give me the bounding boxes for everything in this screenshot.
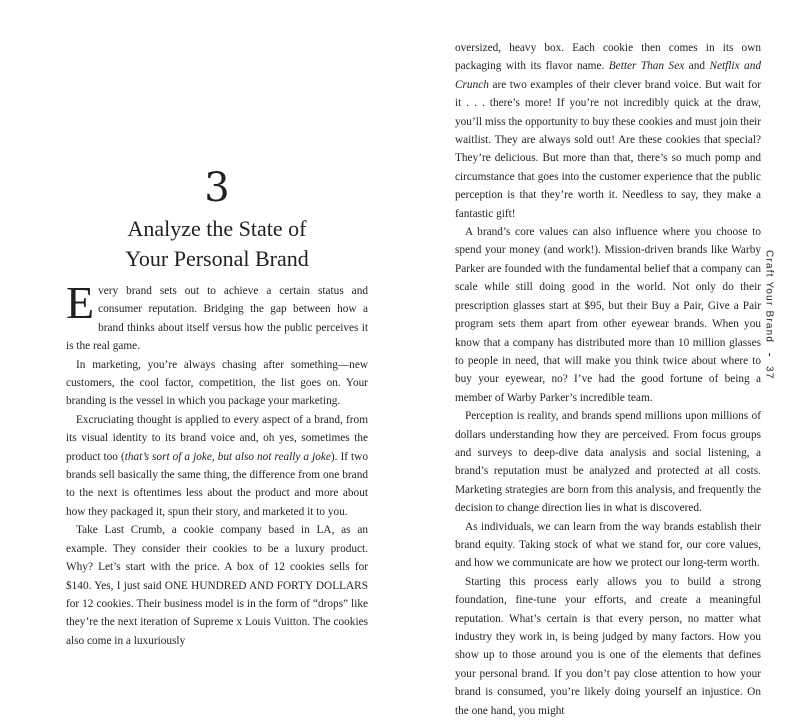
left-body-text [66,277,368,650]
paragraph-1-text: very brand sets out to achieve a certain status and consumer reputation. Bridging the gap between how a brand thinks about itself versus how the public perceives it is the real game. [66,285,368,353]
running-head [762,250,776,380]
paragraph-continued-a: oversized, heavy box. Each cookie then comes in its own packaging with its flavor name. [455,42,761,73]
paragraph-3 [66,411,368,521]
cookie-name-1: Better Than Sex [608,60,685,73]
running-head-title: Craft Your Brand [763,250,775,344]
chapter-title-line-1: Analyze the State of [127,216,307,241]
cookie-name-2: Netflix and Crunch [455,60,761,91]
paragraph-4: Take Last Crumb, a cookie company based in LA, as an example. They consider their cookies to be a luxury product. Why? Let’s start with the price. A box of 12 cookies sells for $140. Yes, I just said ONE HUNDRED AND FORTY DOLLARS for 12 cookies. Their business model is in the form of “drops” like they’re the next iteration of Supreme x Louis Vuitton. The cookies also come in a luxuriously [66,524,368,647]
paragraph-individuals: As individuals, we can learn from the way brands establish their brand equity. Taking stock of what we stand for, our core values, and how we communicate are how we protect our long-term worth. [455,520,761,570]
right-body-text [455,39,761,720]
paragraph-core-values: A brand’s core values can also influence where you choose to spend your money (and work!). Mission-driven brands like Warby Parker are founded with the fundamental belief that a company can scale while still doing good in the world. Not only do their prescription glasses start at $95, but their Buy a Pair, Give a Pair program sets them apart from other eyewear brands. When you know that a company has distributed more than 10 million glasses to people in need, that will make you think twice about where to buy your eyewear, no? I’ve had the good fortune of being a member of Warby Parker’s incredible team. [455,226,761,404]
drop-cap: E [66,277,95,328]
left-page [0,0,400,647]
paragraph-starting: Starting this process early allows you to build a strong foundation, fine-tune your efforts, and create a meaningful reputation. What’s certain is that every person, no matter what industry they work in, is being judged by many factors. How you show up to those around you is one of the elements that defines your personal brand. If you don’t pay close attention to how your brand is consumed, you’re likely doing yourself an injustice. On the one hand, you might [455,575,761,717]
paragraph-continued-c: are two examples of their clever brand voice. But wait for it . . . there’s more! If you’re not incredibly quick at the draw, you’ll miss the opportunity to buy these cookies and must join their waitlist. They are always sold out! Are these cookies that special? They’re delicious. But more than that, there’s so much pomp and circumstance that goes into the customer experience that the public perception is that they’re worth it. Needless to say, they make a fantastic gift! [455,78,761,220]
paragraph-3-text-a: Excruciating thought is applied to every aspect of a brand, from its visual identity to its brand voice and, oh yes, sometimes the product too ( [66,413,368,463]
right-page [400,0,800,717]
chapter-title [66,214,368,274]
running-head-divider [769,353,770,356]
paragraph-continued-b: and [684,60,710,73]
paragraph-3-text-b: ). If two brands sell basically the same thing, the difference from one brand to the next is oftentimes less about the product and more about how they packaged it, spun their story, and marketed it to you. [66,450,368,518]
chapter-title-line-2: Your Personal Brand [125,246,309,271]
page-number: 37 [763,366,775,380]
paragraph-continued [455,39,761,223]
paragraph-2: In marketing, you’re always chasing after something—new customers, the cool factor, competition, the list goes on. Your branding is the vessel in which you package your marketing. [66,358,368,408]
paragraph-3-italic: that’s sort of a joke, but also not really a joke [124,450,331,463]
chapter-number: 3 [204,165,230,211]
paragraph-1 [66,277,368,356]
paragraph-perception: Perception is reality, and brands spend millions upon millions of dollars understanding how they are perceived. From focus groups and surveys to deep-dive data analysis and social listening, a brand’s reputation must be analyzed and protected at all costs. Marketing strategies are born from this analysis, and frequently the decision to change direction lies in what is discovered. [455,410,761,515]
